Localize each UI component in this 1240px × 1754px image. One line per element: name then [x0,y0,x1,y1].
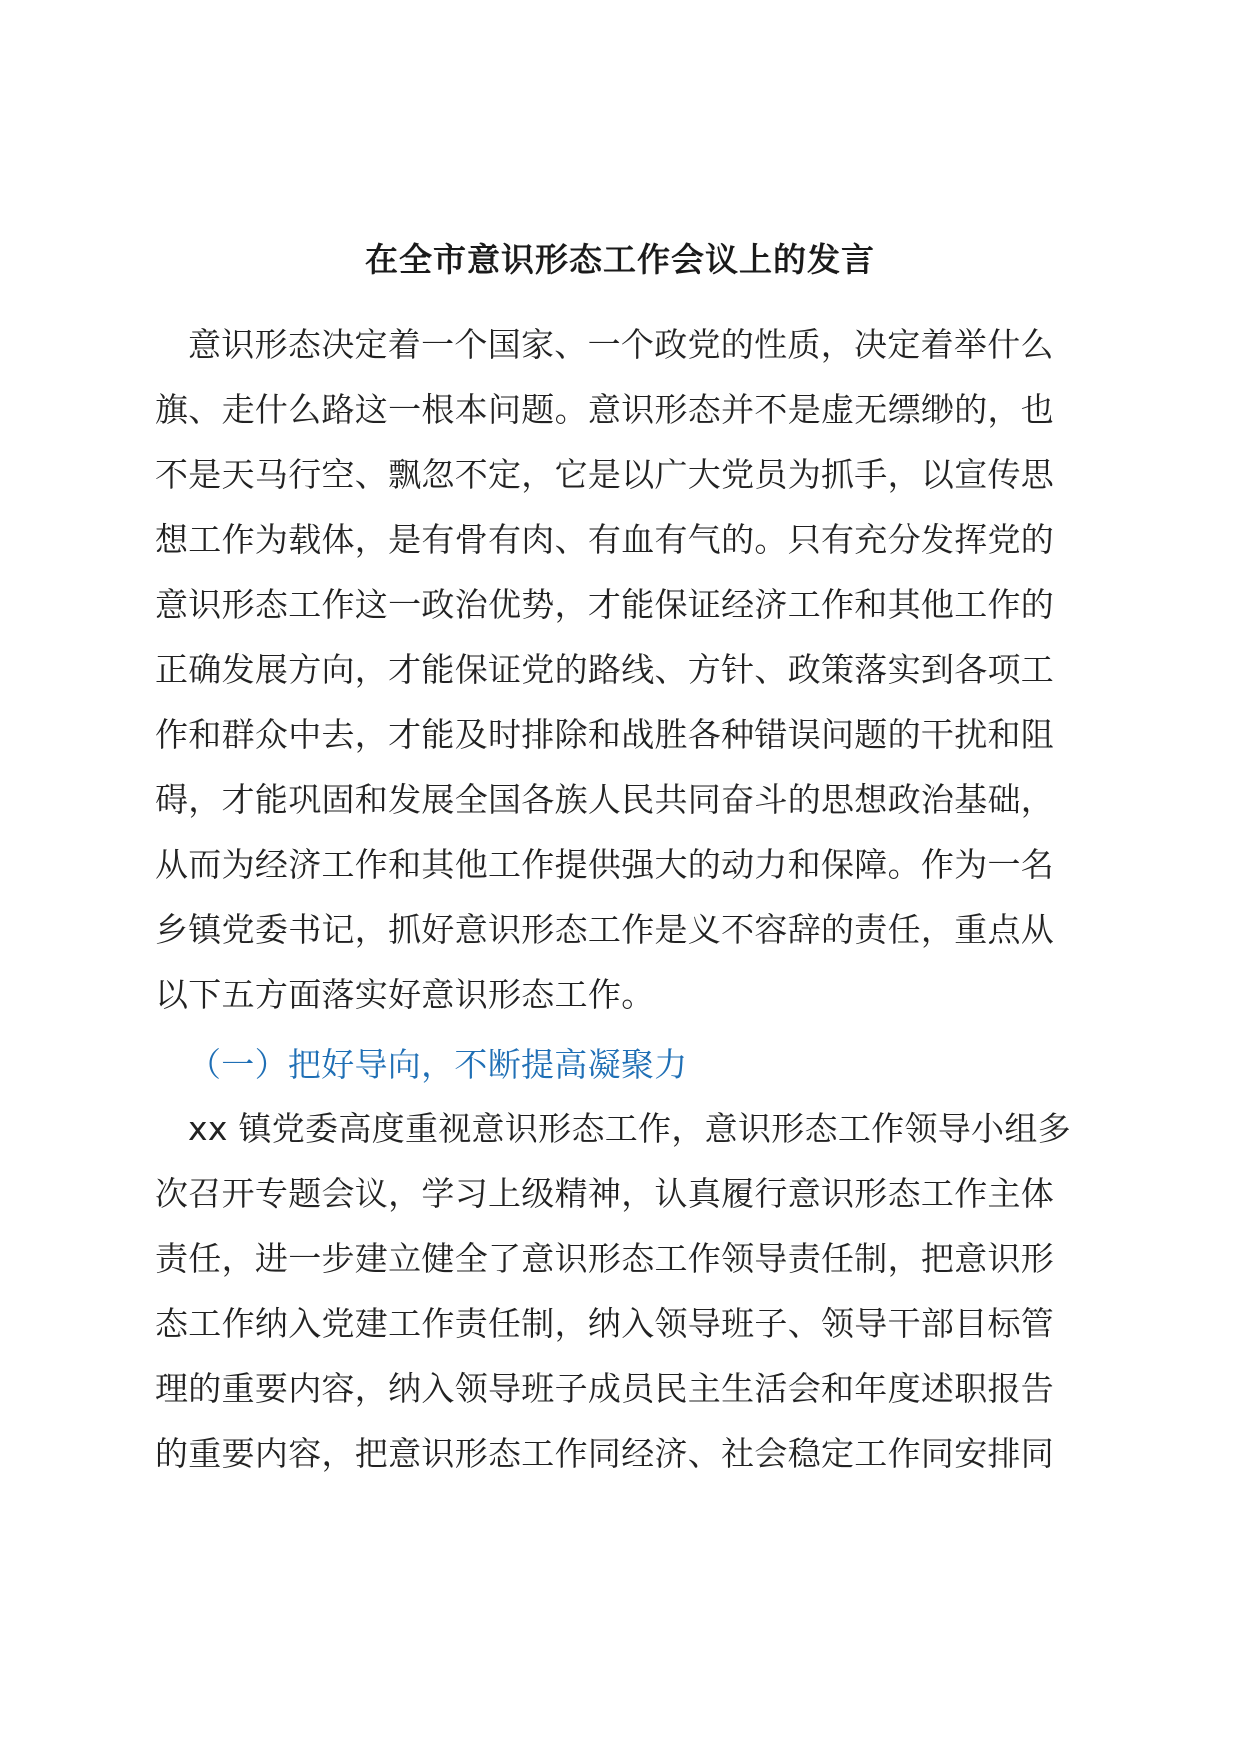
paragraph-line: 从而为经济工作和其他工作提供强大的动力和保障。作为一名 [155,845,1055,884]
paragraph-line: 旗、走什么路这一根本问题。意识形态并不是虚无缥缈的，也 [155,390,1055,429]
paragraph-line: 的重要内容，把意识形态工作同经济、社会稳定工作同安排同 [155,1434,1055,1473]
paragraph-line: 碍，才能巩固和发展全国各族人民共同奋斗的思想政治基础， [155,780,1055,819]
paragraph-line: 不是天马行空、飘忽不定，它是以广大党员为抓手，以宣传思 [155,455,1055,494]
paragraph-line: 以下五方面落实好意识形态工作。 [155,975,655,1014]
paragraph-line: 次召开专题会议，学习上级精神，认真履行意识形态工作主体 [155,1174,1055,1213]
paragraph-1 [155,312,1090,1027]
paragraph-line: 态工作纳入党建工作责任制，纳入领导班子、领导干部目标管 [155,1304,1055,1343]
paragraph-line: 乡镇党委书记，抓好意识形态工作是义不容辞的责任，重点从 [155,910,1055,949]
paragraph-line: 想工作为载体，是有骨有肉、有血有气的。只有充分发挥党的 [155,520,1055,559]
paragraph-line: 意识形态决定着一个国家、一个政党的性质，决定着举什么 [188,325,1054,364]
paragraph-line: 理的重要内容，纳入领导班子成员民主生活会和年度述职报告 [155,1369,1055,1408]
paragraph-line: 作和群众中去，才能及时排除和战胜各种错误问题的干扰和阻 [155,715,1055,754]
document-title: 在全市意识形态工作会议上的发言 [365,240,875,279]
section-heading-text: （一）把好导向，不断提高凝聚力 [188,1045,688,1084]
section-heading [155,1032,1090,1097]
paragraph-line: 正确发展方向，才能保证党的路线、方针、政策落实到各项工 [155,650,1055,689]
paragraph-line: xx 镇党委高度重视意识形态工作，意识形态工作领导小组多 [188,1109,1071,1148]
paragraph-2 [155,1096,1090,1486]
paragraph-line: 意识形态工作这一政治优势，才能保证经济工作和其他工作的 [155,585,1055,624]
paragraph-line: 责任，进一步建立健全了意识形态工作领导责任制，把意识形 [155,1239,1055,1278]
